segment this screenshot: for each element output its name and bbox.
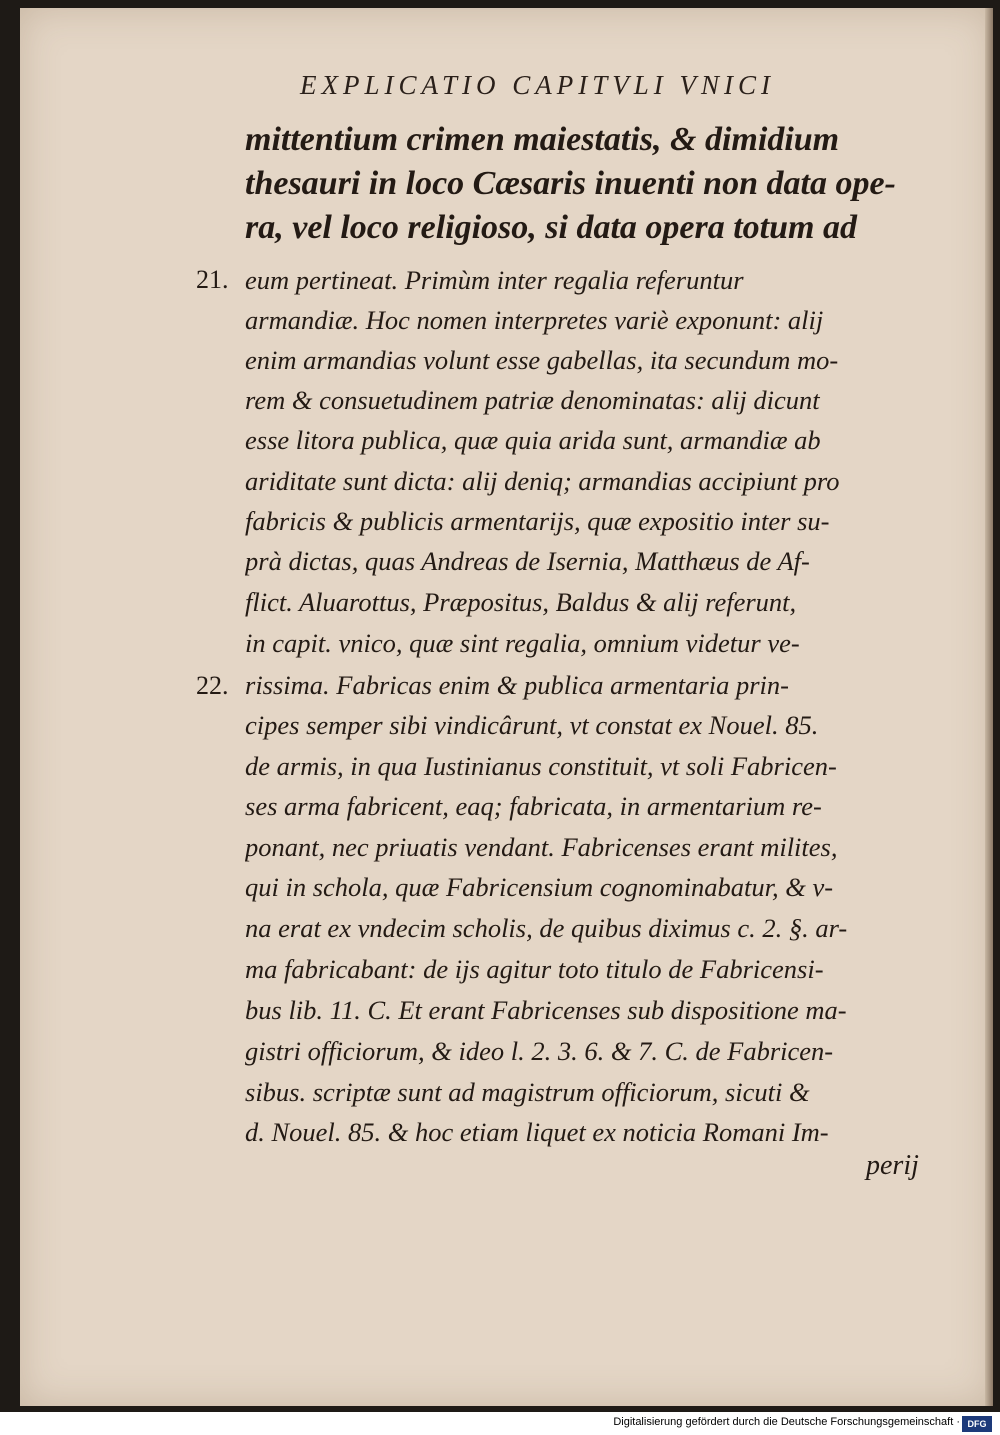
text-line-14: rissima. Fabricas enim & publica armentaria prin-	[245, 670, 789, 700]
text-line-4: eum pertineat. Primùm inter regalia referuntur	[245, 265, 744, 295]
text-line-10: fabricis & publicis armentarijs, quæ expositio inter su-	[245, 506, 830, 536]
margin-number-21: 21.	[196, 265, 229, 294]
text-line-11: prà dictas, quas Andreas de Isernia, Matthæus de Af-	[245, 546, 810, 576]
text-line-17: ses arma fabricent, eaq; fabricata, in armentarium re-	[245, 791, 822, 821]
running-head: EXPLICATIO CAPITVLI VNICI	[300, 70, 775, 100]
text-line-25: d. Nouel. 85. & hoc etiam liquet ex noticia Romani Im-	[245, 1117, 829, 1147]
text-line-16: de armis, in qua Iustinianus constituit, vt soli Fabricen-	[245, 751, 837, 781]
text-line-13: in capit. vnico, quæ sint regalia, omnium videtur ve-	[245, 628, 800, 658]
text-line-23: gistri officiorum, & ideo l. 2. 3. 6. & 7. C. de Fabricen-	[245, 1036, 834, 1066]
text-line-22: bus lib. 11. C. Et erant Fabricenses sub dispositione ma-	[245, 995, 847, 1025]
text-line-15: cipes semper sibi vindicârunt, vt constat ex Nouel. 85.	[245, 710, 819, 740]
text-line-6: enim armandias volunt esse gabellas, ita secundum mo-	[245, 345, 839, 375]
margin-number-22: 22.	[196, 671, 229, 700]
catchword: perij	[866, 1150, 919, 1181]
text-line-2: thesauri in loco Cæsaris inuenti non data ope-	[245, 165, 896, 202]
text-line-7: rem & consuetudinem patriæ denominatas: alij dicunt	[245, 385, 820, 415]
text-line-9: ariditate sunt dicta: alij deniq; armandias accipiunt pro	[245, 466, 840, 496]
text-line-12: flict. Aluarottus, Præpositus, Baldus & alij referunt,	[245, 587, 797, 617]
text-line-19: qui in schola, quæ Fabricensium cognominabatur, & v-	[245, 872, 834, 902]
footer-credit: Digitalisierung gefördert durch die Deutsche Forschungsgemeinschaft ·	[613, 1416, 960, 1428]
page-edge	[985, 8, 993, 1406]
text-line-8: esse litora publica, quæ quia arida sunt, armandiæ ab	[245, 425, 821, 455]
digitization-footer	[0, 1412, 1000, 1435]
text-line-18: ponant, nec priuatis vendant. Fabricenses erant milites,	[245, 832, 838, 862]
text-line-20: na erat ex vndecim scholis, de quibus diximus c. 2. §. ar-	[245, 913, 848, 943]
text-line-1: mittentium crimen maiestatis, & dimidium	[245, 121, 840, 158]
text-line-5: armandiæ. Hoc nomen interpretes variè exponunt: alij	[245, 305, 824, 335]
text-line-3: ra, vel loco religioso, si data opera totum ad	[245, 209, 857, 246]
dfg-logo-icon: DFG	[962, 1416, 992, 1432]
text-line-21: ma fabricabant: de ijs agitur toto titulo de Fabricensi-	[245, 954, 824, 984]
text-line-24: sibus. scriptæ sunt ad magistrum officiorum, sicuti &	[245, 1077, 810, 1107]
